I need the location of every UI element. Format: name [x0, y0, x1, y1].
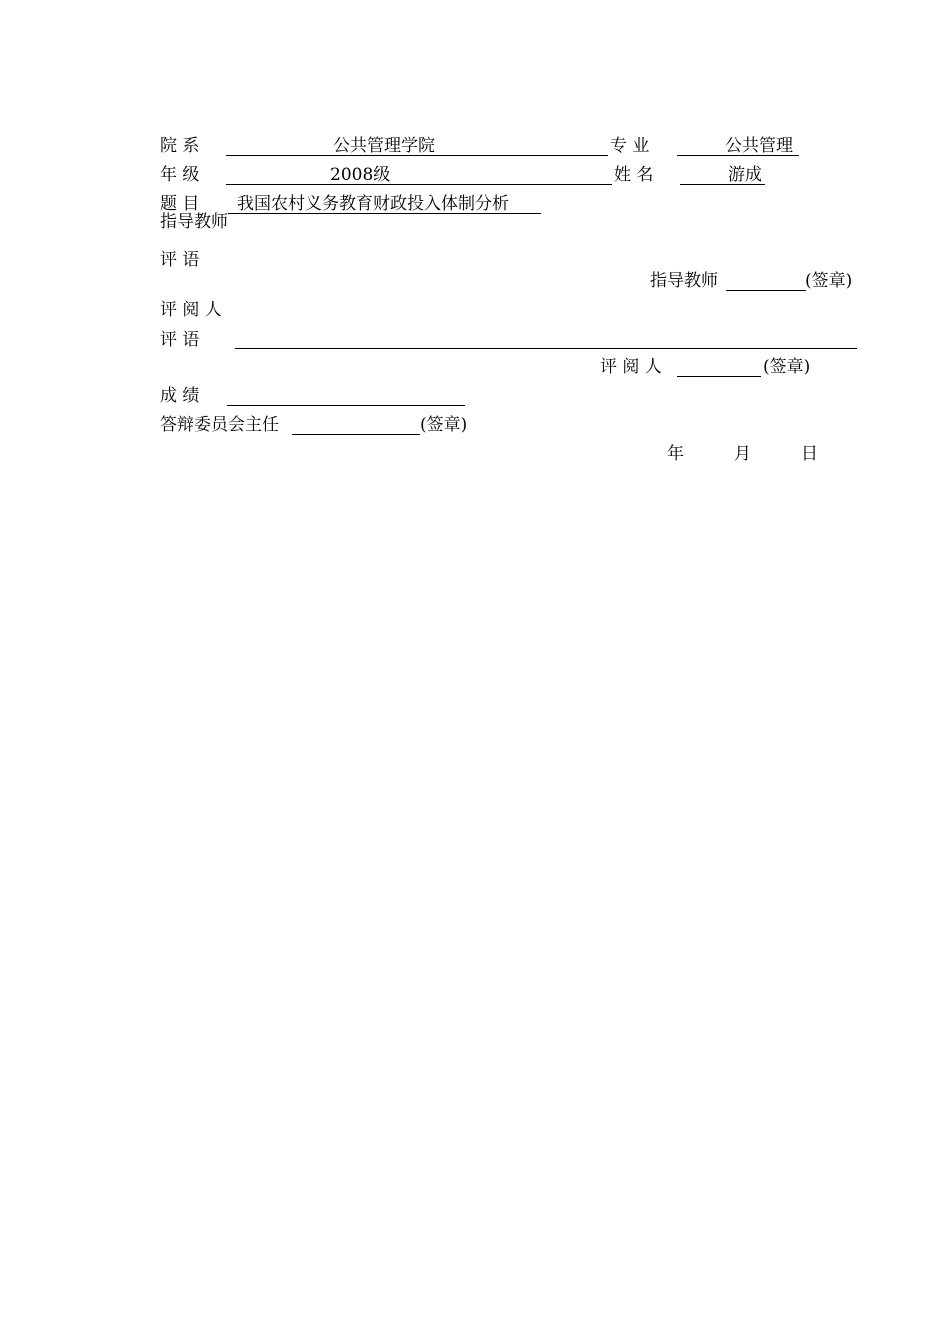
reviewer-comment-label: 评 语	[160, 330, 200, 350]
dept-value: 公共管理学院	[333, 136, 435, 156]
grade-label: 年 级	[160, 165, 200, 185]
score-label: 成 绩	[160, 386, 200, 406]
grade-underline	[226, 184, 612, 185]
major-label: 专 业	[610, 136, 650, 156]
name-value: 游成	[728, 165, 762, 185]
name-label: 姓 名	[614, 165, 654, 185]
date-year: 年	[667, 444, 684, 464]
reviewer-heading: 评 阅 人	[160, 300, 222, 320]
committee-label: 答辩委员会主任	[160, 415, 279, 435]
topic-label: 题 目	[160, 194, 200, 214]
reviewer-sign-suffix: (签章)	[763, 357, 811, 377]
advisor-sign-suffix: (签章)	[805, 271, 853, 291]
advisor-comment-label: 评 语	[160, 250, 200, 270]
grade-value: 2008级	[330, 165, 391, 185]
date-day: 日	[801, 444, 818, 464]
score-line	[227, 405, 465, 406]
dept-label: 院 系	[160, 136, 200, 156]
topic-value: 我国农村义务教育财政投入体制分析	[237, 194, 509, 214]
committee-sign-line	[292, 434, 420, 435]
major-value: 公共管理	[725, 136, 793, 156]
advisor-sign-line	[726, 290, 806, 291]
reviewer-sign-label: 评 阅 人	[600, 357, 662, 377]
advisor-sign-label: 指导教师	[650, 271, 718, 291]
reviewer-sign-line	[677, 376, 761, 377]
date-month: 月	[734, 444, 751, 464]
advisor-heading: 指导教师	[160, 212, 228, 232]
committee-sign-suffix: (签章)	[420, 415, 468, 435]
reviewer-comment-line	[235, 348, 857, 349]
